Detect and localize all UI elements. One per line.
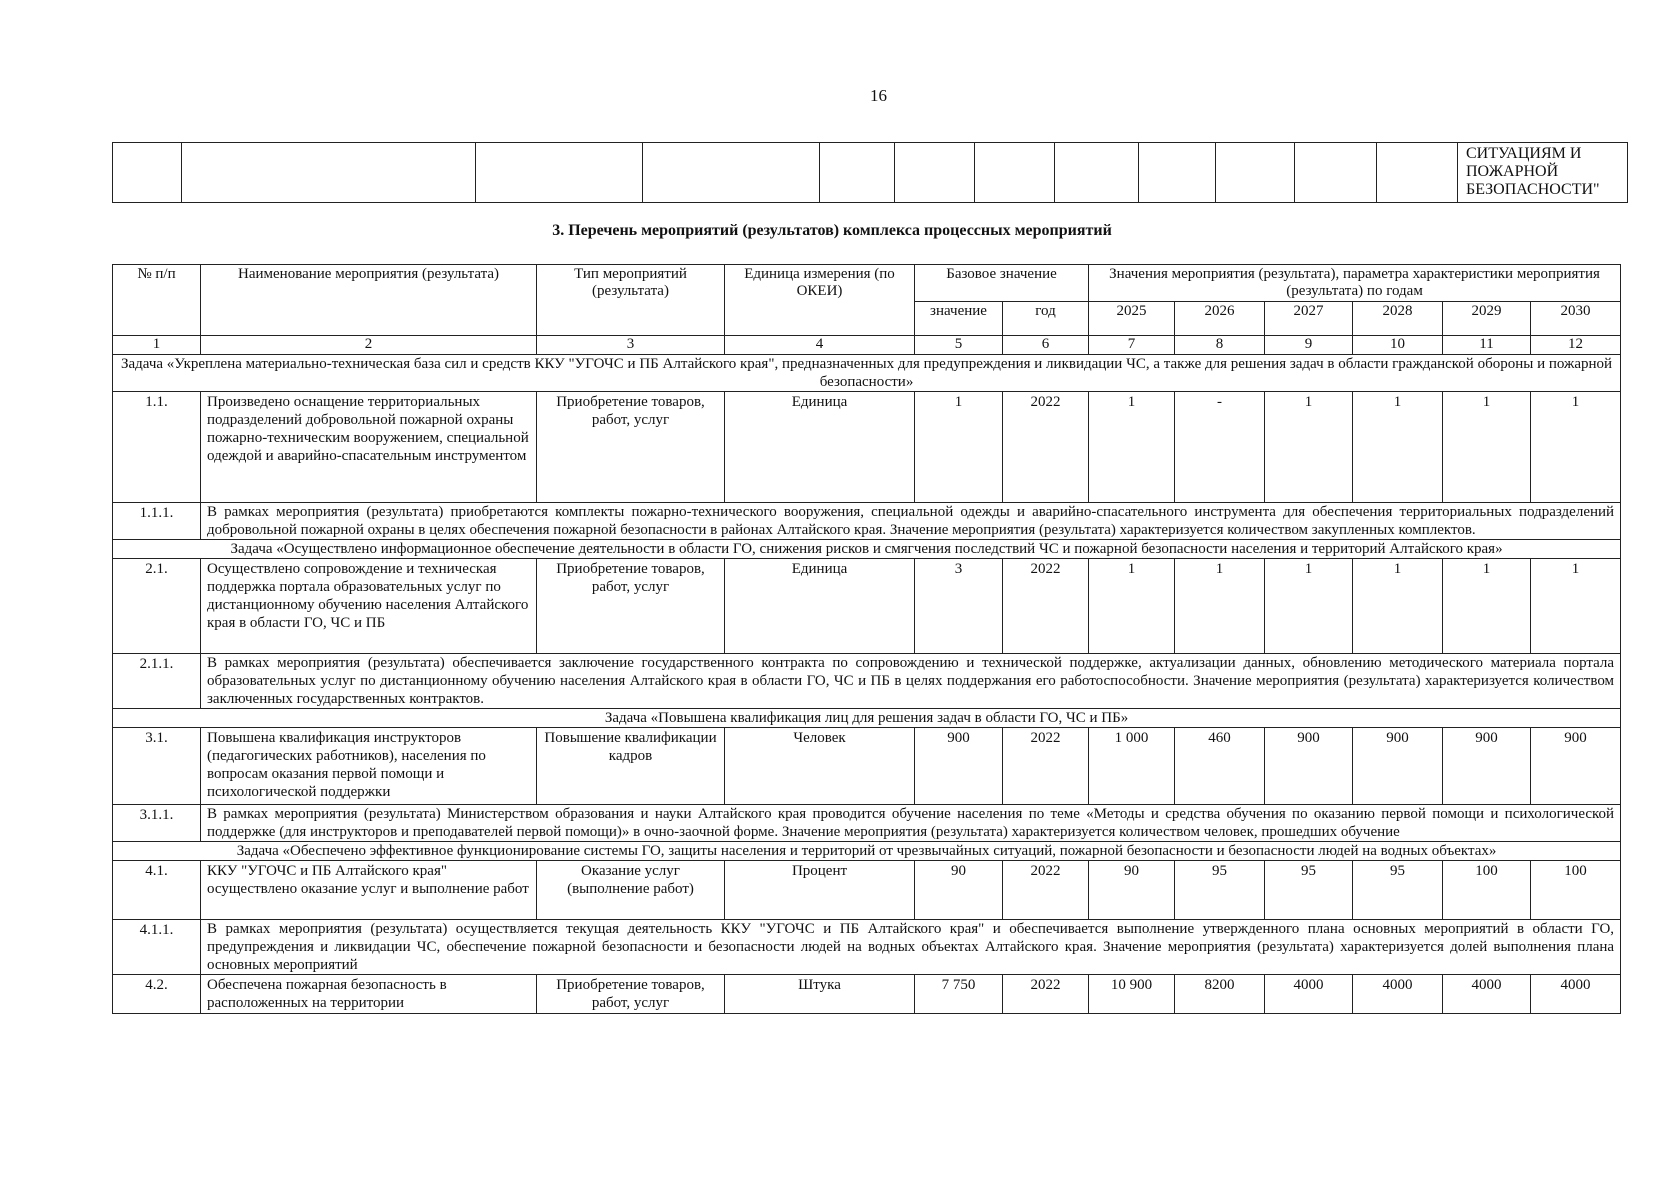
- header-year: 2028: [1353, 302, 1443, 336]
- item-type: Приобретение товаров, работ, услуг: [537, 975, 725, 1014]
- item-value: 4000: [1265, 975, 1353, 1014]
- item-num: 2.1.: [113, 559, 201, 654]
- section-title: 3. Перечень мероприятий (результатов) комплекса процессных мероприятий: [552, 222, 1112, 239]
- item-value: -: [1175, 392, 1265, 503]
- item-value: 1: [1089, 392, 1175, 503]
- item-value: 900: [1265, 728, 1353, 805]
- item-value: 10 900: [1089, 975, 1175, 1014]
- item-unit: Человек: [725, 728, 915, 805]
- header-num: № п/п: [113, 265, 201, 336]
- item-num: 1.1.: [113, 392, 201, 503]
- item-value: 1 000: [1089, 728, 1175, 805]
- item-value: 1: [1353, 559, 1443, 654]
- item-name: Произведено оснащение территориальных подразделений добровольной пожарной охраны пожарно-техническим вооружением, специальной одеждой и аварийно-спасательным инструментом: [201, 392, 537, 503]
- item-value: 1: [1265, 392, 1353, 503]
- table-cell: [113, 143, 182, 203]
- item-base-value: 90: [915, 861, 1003, 920]
- item-value: 1: [1089, 559, 1175, 654]
- task-row: [113, 355, 1621, 392]
- task-title: Задача «Осуществлено информационное обеспечение деятельности в области ГО, снижения рисков и смягчения последствий ЧС и пожарной безопасности населения и территорий Алтайского края»: [113, 540, 1621, 559]
- item-base-value: 7 750: [915, 975, 1003, 1014]
- table-cell: [820, 143, 895, 203]
- item-base-year: 2022: [1003, 392, 1089, 503]
- description-num: 3.1.1.: [113, 805, 201, 842]
- description-num: 4.1.1.: [113, 920, 201, 975]
- item-value: 1: [1443, 392, 1531, 503]
- table-cell: [643, 143, 820, 203]
- column-number: 10: [1353, 336, 1443, 355]
- item-value: 1: [1531, 559, 1621, 654]
- column-number: 2: [201, 336, 537, 355]
- description-row: [113, 805, 1621, 842]
- header-name: Наименование мероприятия (результата): [201, 265, 537, 336]
- item-base-value: 3: [915, 559, 1003, 654]
- item-value: 100: [1531, 861, 1621, 920]
- item-type: Приобретение товаров, работ, услуг: [537, 392, 725, 503]
- item-unit: Процент: [725, 861, 915, 920]
- header-base-value: значение: [915, 302, 1003, 336]
- activities-table: [112, 264, 1621, 1014]
- page-number: 16: [870, 86, 887, 105]
- item-value: 1: [1531, 392, 1621, 503]
- description-num: 2.1.1.: [113, 654, 201, 709]
- header-year: 2026: [1175, 302, 1265, 336]
- item-unit: Штука: [725, 975, 915, 1014]
- table-cell: [476, 143, 643, 203]
- item-num: 4.2.: [113, 975, 201, 1014]
- header-unit: Единица измерения (по ОКЕИ): [725, 265, 915, 336]
- column-number-row: [113, 336, 1621, 355]
- header-values: Значения мероприятия (результата), параметра характеристики мероприятия (результата) по годам: [1089, 265, 1621, 302]
- header-row: [113, 265, 1621, 302]
- item-unit: Единица: [725, 392, 915, 503]
- item-name: ККУ "УГОЧС и ПБ Алтайского края" осуществлено оказание услуг и выполнение работ: [201, 861, 537, 920]
- description-text: В рамках мероприятия (результата) Министерством образования и науки Алтайского края проводится обучение населения по теме «Методы и средства обучения по оказанию первой помощи и психологической поддержке (для инструкторов и преподавателей первой помощи)» в очно-заочной форме. Значение мероприятия (результата) характеризуется количеством человек, прошедших обучение: [201, 805, 1621, 842]
- item-name: Повышена квалификация инструкторов (педагогических работников), населения по вопросам оказания первой помощи и психологической поддержки: [201, 728, 537, 805]
- item-value: 900: [1443, 728, 1531, 805]
- item-value: 95: [1353, 861, 1443, 920]
- item-value: 90: [1089, 861, 1175, 920]
- column-number: 11: [1443, 336, 1531, 355]
- responsible-executor-cell: СИТУАЦИЯМ И ПОЖАРНОЙ БЕЗОПАСНОСТИ": [1458, 143, 1628, 203]
- item-value: 900: [1353, 728, 1443, 805]
- description-num: 1.1.1.: [113, 503, 201, 540]
- task-title: Задача «Повышена квалификация лиц для решения задач в области ГО, ЧС и ПБ»: [113, 709, 1621, 728]
- item-num: 4.1.: [113, 861, 201, 920]
- item-value: 460: [1175, 728, 1265, 805]
- item-value: 8200: [1175, 975, 1265, 1014]
- column-number: 9: [1265, 336, 1353, 355]
- header-base-year: год: [1003, 302, 1089, 336]
- task-row: [113, 709, 1621, 728]
- table-cell: [895, 143, 975, 203]
- description-row: [113, 920, 1621, 975]
- column-number: 8: [1175, 336, 1265, 355]
- item-value: 95: [1265, 861, 1353, 920]
- item-row: [113, 861, 1621, 920]
- item-value: 100: [1443, 861, 1531, 920]
- header-year: 2029: [1443, 302, 1531, 336]
- task-title: Задача «Обеспечено эффективное функционирование системы ГО, защиты населения и территорий от чрезвычайных ситуаций, пожарной безопасности и безопасности людей на водных объектах»: [113, 842, 1621, 861]
- item-unit: Единица: [725, 559, 915, 654]
- item-base-year: 2022: [1003, 975, 1089, 1014]
- description-text: В рамках мероприятия (результата) осуществляется текущая деятельность ККУ "УГОЧС и ПБ Алтайского края" и обеспечивается выполнение утвержденного плана основных мероприятий в области ГО, предупреждения и ликвидации ЧС, обеспечение пожарной безопасности и безопасности людей на водных объектах Алтайского края. Значение мероприятия (результата) характеризуется долей выполнения плана основных мероприятий: [201, 920, 1621, 975]
- table-cell: [182, 143, 476, 203]
- description-text: В рамках мероприятия (результата) приобретаются комплекты пожарно-технического вооружения, специальной одежды и аварийно-спасательного инструмента для обеспечения территориальных подразделений добровольной пожарной охраны в целях обеспечения пожарной безопасности в районах Алтайского края. Значение мероприятия (результата) характеризуется количеством закупленных комплектов.: [201, 503, 1621, 540]
- item-type: Оказание услуг (выполнение работ): [537, 861, 725, 920]
- table-cell: [1139, 143, 1216, 203]
- table-cell: [1216, 143, 1295, 203]
- continued-table-fragment: [112, 142, 1628, 203]
- item-value: 1: [1443, 559, 1531, 654]
- item-row: [113, 392, 1621, 503]
- table-cell: [1055, 143, 1139, 203]
- column-number: 7: [1089, 336, 1175, 355]
- description-row: [113, 503, 1621, 540]
- table-cell: [1377, 143, 1458, 203]
- item-name: Обеспечена пожарная безопасность в расположенных на территории: [201, 975, 537, 1014]
- item-num: 3.1.: [113, 728, 201, 805]
- description-row: [113, 654, 1621, 709]
- item-value: 4000: [1443, 975, 1531, 1014]
- item-value: 1: [1353, 392, 1443, 503]
- item-value: 900: [1531, 728, 1621, 805]
- item-value: 95: [1175, 861, 1265, 920]
- item-base-year: 2022: [1003, 861, 1089, 920]
- task-title: Задача «Укреплена материально-техническая база сил и средств ККУ "УГОЧС и ПБ Алтайского края", предназначенных для предупреждения и ликвидации ЧС, а также для решения задач в области гражданской обороны и пожарной безопасности»: [113, 355, 1621, 392]
- item-base-value: 1: [915, 392, 1003, 503]
- item-base-year: 2022: [1003, 559, 1089, 654]
- item-value: 1: [1175, 559, 1265, 654]
- header-year: 2027: [1265, 302, 1353, 336]
- header-base: Базовое значение: [915, 265, 1089, 302]
- header-year: 2025: [1089, 302, 1175, 336]
- item-row: [113, 975, 1621, 1014]
- item-base-year: 2022: [1003, 728, 1089, 805]
- item-name: Осуществлено сопровождение и техническая поддержка портала образовательных услуг по дистанционному обучению населения Алтайского края в области ГО, ЧС и ПБ: [201, 559, 537, 654]
- table-cell: [1295, 143, 1377, 203]
- item-value: 1: [1265, 559, 1353, 654]
- item-value: 4000: [1531, 975, 1621, 1014]
- column-number: 6: [1003, 336, 1089, 355]
- item-type: Приобретение товаров, работ, услуг: [537, 559, 725, 654]
- item-row: [113, 559, 1621, 654]
- column-number: 3: [537, 336, 725, 355]
- column-number: 4: [725, 336, 915, 355]
- header-type: Тип мероприятий (результата): [537, 265, 725, 336]
- item-type: Повышение квалификации кадров: [537, 728, 725, 805]
- description-text: В рамках мероприятия (результата) обеспечивается заключение государственного контракта по сопровождению и технической поддержке, актуализации данных, обновлению методического материала портала образовательных услуг по дистанционному обучению населения Алтайского края в области ГО, ЧС и ПБ в целях поддержания его работоспособности. Значение мероприятия (результата) характеризуется количеством заключенных государственных контрактов.: [201, 654, 1621, 709]
- item-row: [113, 728, 1621, 805]
- item-base-value: 900: [915, 728, 1003, 805]
- item-value: 4000: [1353, 975, 1443, 1014]
- task-row: [113, 540, 1621, 559]
- table-cell: [975, 143, 1055, 203]
- task-row: [113, 842, 1621, 861]
- column-number: 1: [113, 336, 201, 355]
- column-number: 5: [915, 336, 1003, 355]
- header-year: 2030: [1531, 302, 1621, 336]
- column-number: 12: [1531, 336, 1621, 355]
